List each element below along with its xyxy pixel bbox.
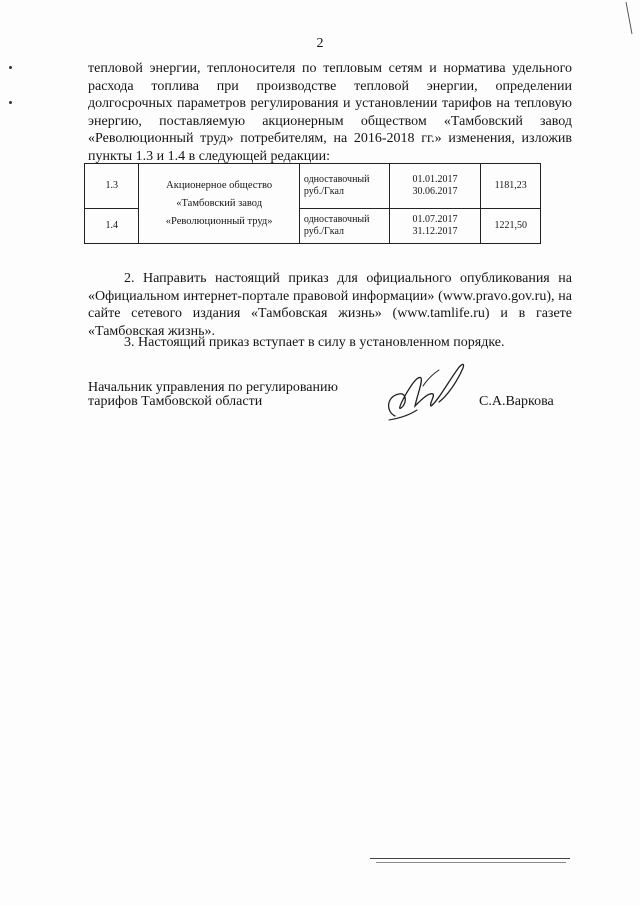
- edge-scan-mark: [624, 0, 634, 40]
- rate-type: одноставочный руб./Гкал: [299, 209, 389, 244]
- paragraph-publication: 2. Направить настоящий приказ для официального опубликования на «Официальном интернет-портале правовой информации» (www.pravo.gov.ru), на сайте сетевого издания «Тамбовская жизнь» (www.tamlife.ru) и в газете «Тамбовская жизнь».: [88, 271, 572, 339]
- period-to: 30.06.2017: [412, 186, 458, 197]
- footer-rule: [376, 862, 566, 863]
- table-row: [85, 164, 541, 209]
- signer-title-line: тарифов Тамбовской области: [88, 394, 263, 409]
- row-number: 1.3: [85, 164, 139, 209]
- period-from: 01.07.2017: [412, 213, 458, 225]
- paragraph-effective: 3. Настоящий приказ вступает в силу в установленном порядке.: [124, 335, 505, 350]
- margin-mark: [9, 66, 12, 69]
- row-number: 1.4: [85, 209, 139, 244]
- tariff-value: 1221,50: [481, 209, 541, 244]
- period-to: 31.12.2017: [412, 226, 458, 237]
- signer-title-line: Начальник управления по регулированию: [88, 380, 338, 395]
- organization-line: «Тамбовский завод: [176, 197, 263, 209]
- organization-line: «Революционный труд»: [165, 215, 273, 227]
- organization-cell: [139, 164, 299, 244]
- organization-line: Акционерное общество: [166, 179, 273, 191]
- period-cell: [389, 164, 481, 209]
- period-cell: [389, 209, 481, 244]
- footer-rule: [370, 858, 570, 859]
- signer-name: С.А.Варкова: [479, 394, 554, 409]
- intro-paragraph: тепловой энергии, теплоносителя по тепловым сетям и норматива удельного расхода топлива при производстве тепловой энергии, определении долгосрочных параметров регулирования и установлении тарифов на тепловую энергию, поставляемую акционерным обществом «Тамбовский завод «Революционный труд» потребителям, на 2016-2018 гг.» изменения, изложив пункты 1.3 и 1.4 в следующей редакции:: [88, 61, 572, 164]
- period-from: 01.01.2017: [412, 173, 458, 185]
- page-number: 2: [316, 36, 324, 51]
- handwritten-signature: [377, 356, 477, 426]
- tariff-value: 1181,23: [481, 164, 541, 209]
- tariff-table: [84, 163, 541, 244]
- margin-mark: [9, 101, 12, 104]
- signer-title: [88, 381, 368, 409]
- rate-type: одноставочный руб./Гкал: [299, 164, 389, 209]
